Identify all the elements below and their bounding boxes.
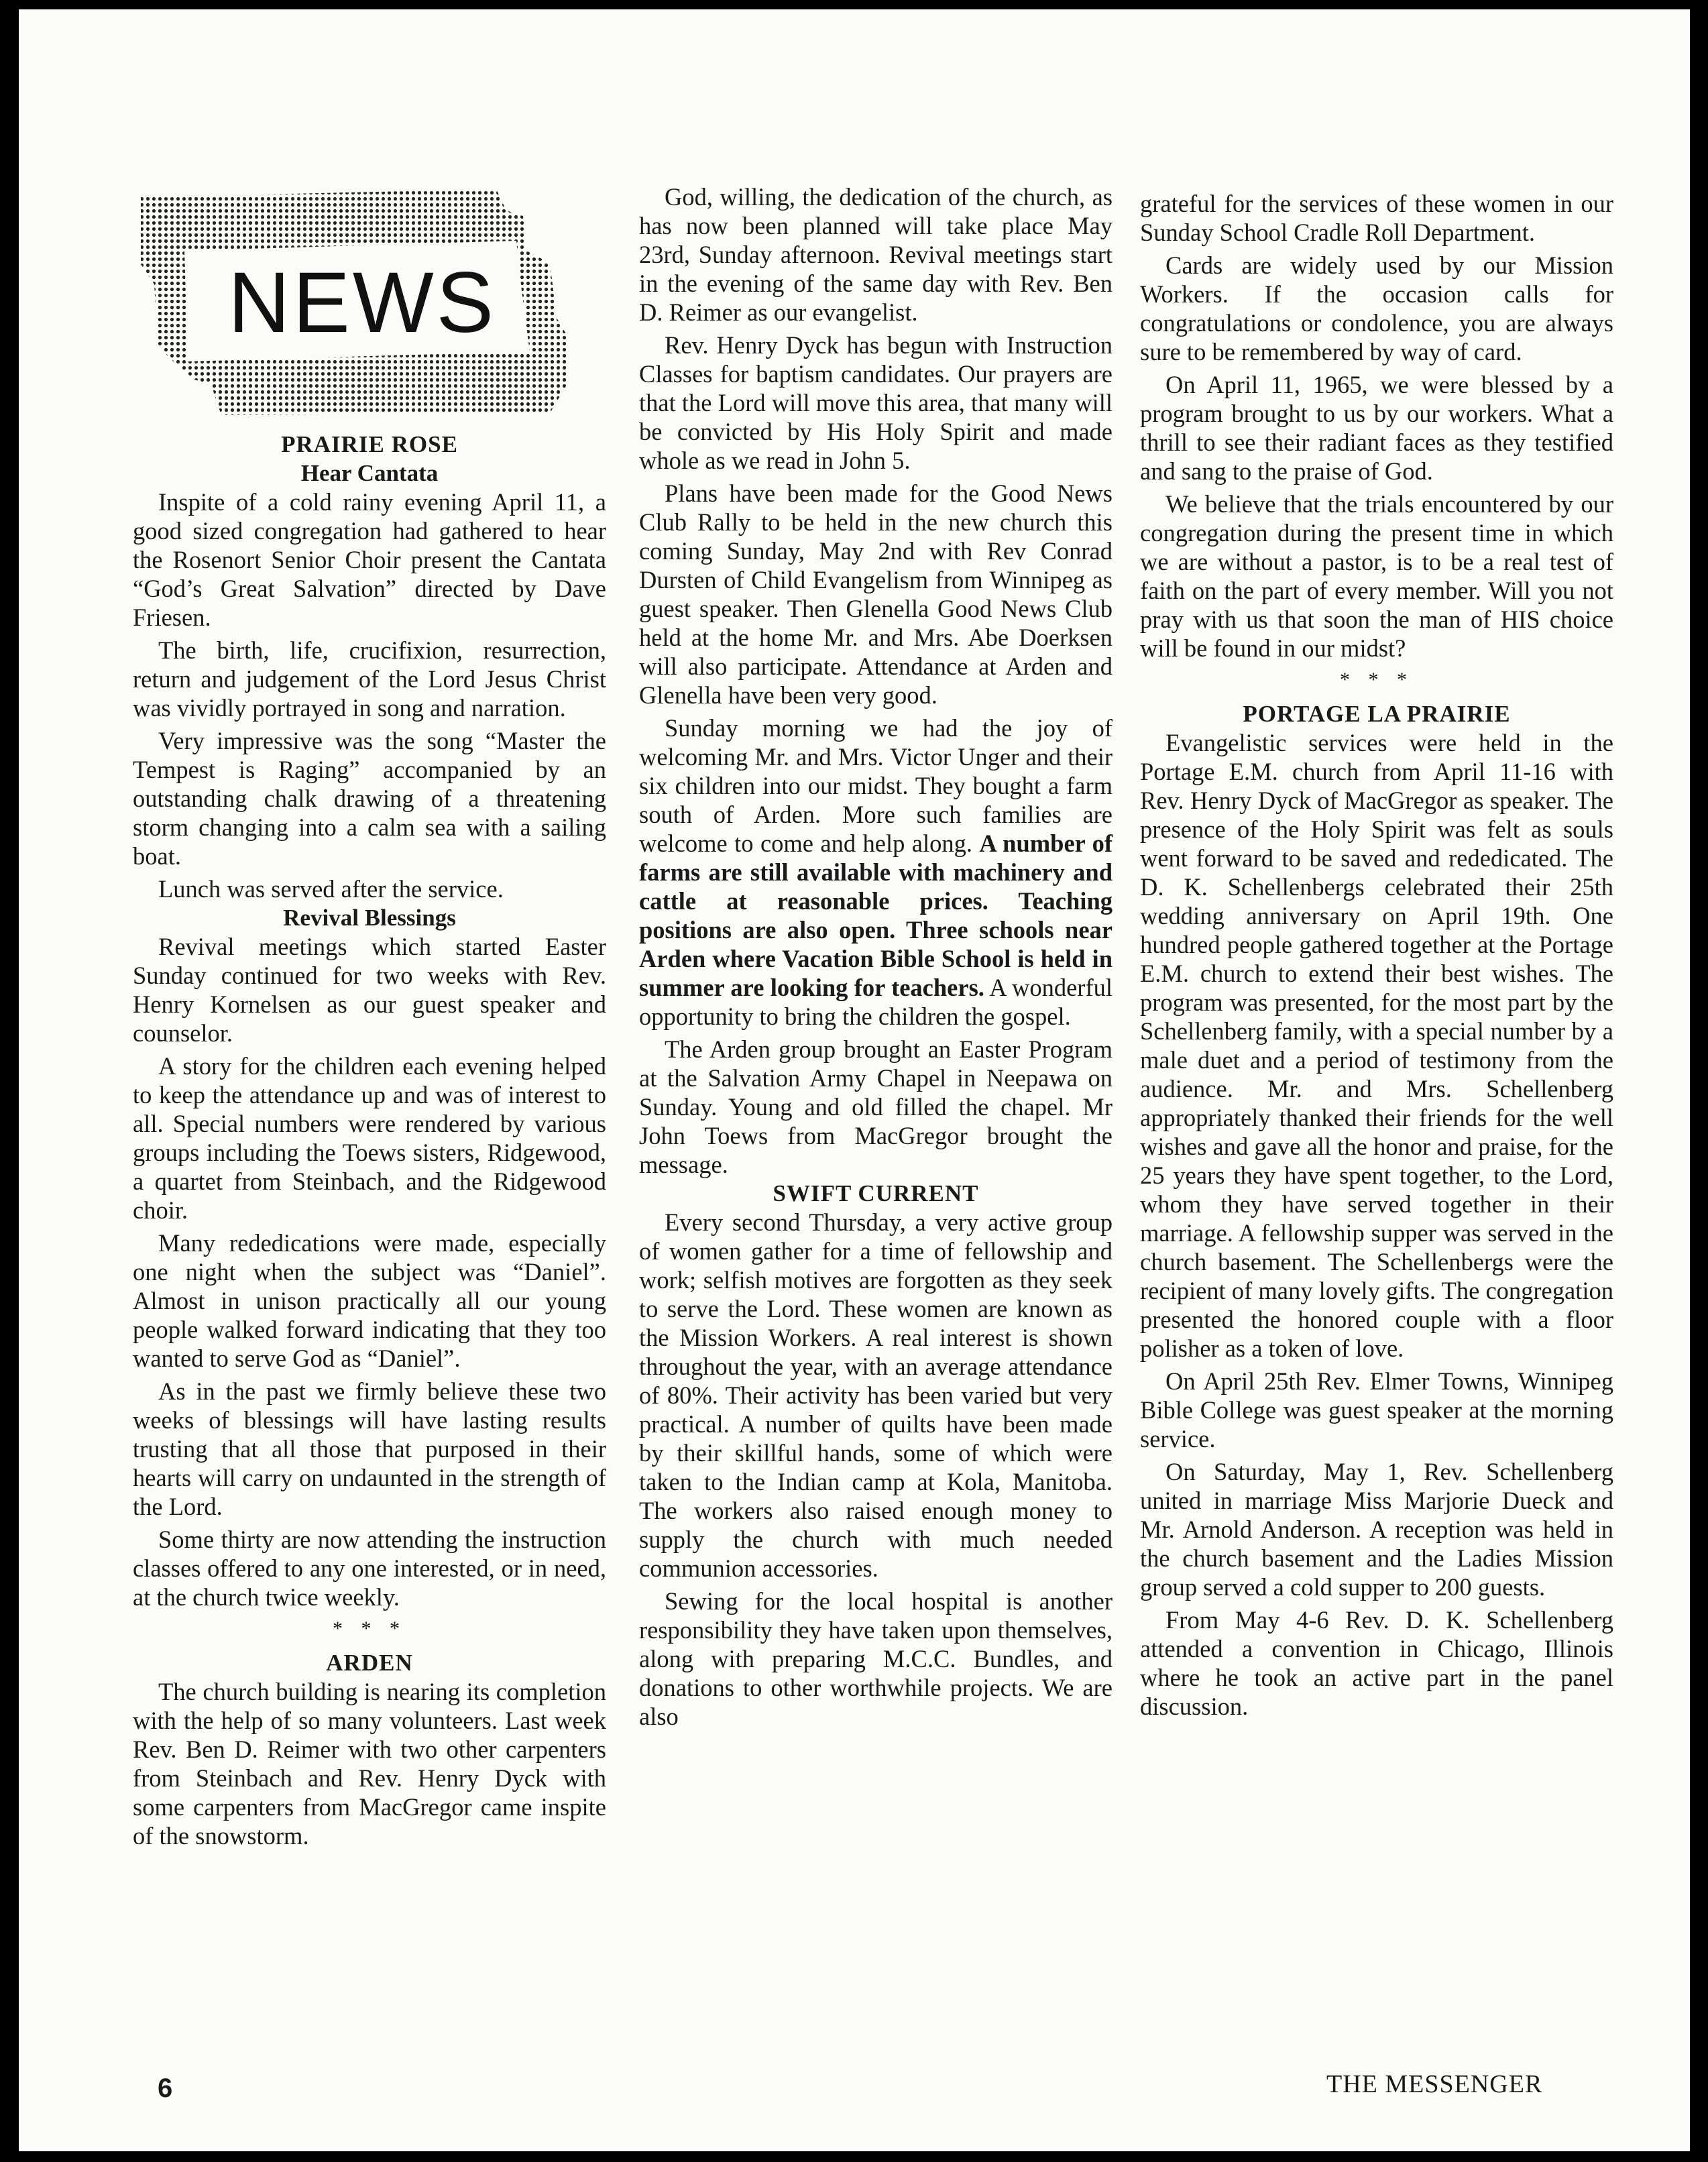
news-title: NEWS xyxy=(228,255,496,351)
paragraph: Plans have been made for the Good News Club Rally to be held in the new church this coming Sunday, May 2nd with Rev Conrad Dursten of Child Evangelism from Winnipeg as guest speaker. Then Glenella Good News Club held at the home Mr. and Mrs. Abe Doerksen will also participate. Attendance at Arden and Glenella have been very good. xyxy=(639,479,1113,709)
paragraph: Some thirty are now attending the instruction classes offered to any one interested, or in need, at the church twice weekly. xyxy=(133,1526,606,1611)
paragraph: We believe that the trials encountered by our congregation during the present time in which we are without a pastor, is to be a real test of faith on the part of every member. Will you not pray with us that soon the man of HIS choice will be found in our midst? xyxy=(1140,490,1613,662)
column-2 xyxy=(639,182,1113,1731)
column-1 xyxy=(133,9,606,1850)
text-run: A wonderful opportunity to bring the children the gospel. xyxy=(639,974,1113,1030)
paragraph-with-bold-notice xyxy=(639,714,1113,1031)
paragraph: Cards are widely used by our Mission Workers. If the occasion calls for congratulations or condolence, you are always sure to be remembered by way of card. xyxy=(1140,251,1613,365)
column-3 xyxy=(1140,189,1613,1721)
text-run: Sunday morning we had the joy of welcoming Mr. and Mrs. Victor Unger and their six children into our midst. They bought a farm south of Arden. More such families are welcome to come and help along. xyxy=(639,714,1113,857)
subheading-revival-blessings: Revival Blessings xyxy=(283,905,456,931)
paragraph: The birth, life, crucifixion, resurrection, return and judgement of the Lord Jesus Christ was vividly portrayed in song and narration. xyxy=(133,636,606,722)
paragraph: On April 11, 1965, we were blessed by a program brought to us by our workers. What a thrill to see their radiant faces as they testified and sang to the praise of God. xyxy=(1140,371,1613,485)
section-heading-arden: ARDEN xyxy=(326,1650,413,1676)
paragraph: Every second Thursday, a very active group of women gather for a time of fellowship and work; selfish motives are forgotten as they seek to serve the Lord. These women are known as the Mission Workers. A real interest is shown throughout the year, with an average attendance of 80%. Their activity has been varied but very practical. A number of quilts have been made by their skillful hands, some of which were taken to the Indian camp at Kola, Manitoba. The workers also raised enough money to supply the church with much needed communion accessories. xyxy=(639,1208,1113,1582)
newsletter-page xyxy=(19,9,1690,2151)
paragraph: Sewing for the local hospital is another responsibility they have taken upon themselves, along with preparing M.C.C. Bundles, and donations to other worthwhile projects. We are also xyxy=(639,1587,1113,1730)
paragraph: The Arden group brought an Easter Program at the Salvation Army Chapel in Neepawa on Sunday. Young and old filled the chapel. Mr John Toews from MacGregor brought the message. xyxy=(639,1035,1113,1178)
section-heading-portage: PORTAGE LA PRAIRIE xyxy=(1243,701,1511,727)
section-divider: * * * xyxy=(333,1617,406,1640)
paragraph: From May 4-6 Rev. D. K. Schellenberg attended a convention in Chicago, Illinois where he took an active part in the panel discussion. xyxy=(1140,1606,1613,1720)
paragraph: God, willing, the dedication of the church, as has now been planned will take place May 23rd, Sunday afternoon. Revival meetings start in the evening of the same day with Rev. Ben D. Reimer as our evangelist. xyxy=(639,183,1113,326)
paragraph: On Saturday, May 1, Rev. Schellenberg united in marriage Miss Marjorie Dueck and Mr. Arnold Anderson. A reception was held in the church basement and the Ladies Mission group served a cold supper to 200 guests. xyxy=(1140,1458,1613,1601)
paragraph: The church building is nearing its completion with the help of so many volunteers. Last week Rev. Ben D. Reimer with two other carpenters from Steinbach and Rev. Henry Dyck with some carpenters from MacGregor came inspite of the snowstorm. xyxy=(133,1678,606,1850)
news-masthead xyxy=(121,184,617,422)
page-number: 6 xyxy=(158,2073,173,2103)
paragraph: Revival meetings which started Easter Sunday continued for two weeks with Rev. Henry Kornelsen as our guest speaker and counselor. xyxy=(133,933,606,1047)
section-heading-swift-current: SWIFT CURRENT xyxy=(773,1180,979,1206)
section-divider: * * * xyxy=(1340,669,1414,691)
section-heading-prairie-rose: PRAIRIE ROSE xyxy=(281,431,458,457)
paragraph: On April 25th Rev. Elmer Towns, Winnipeg Bible College was guest speaker at the morning service. xyxy=(1140,1367,1613,1453)
paragraph: Lunch was served after the service. xyxy=(158,875,504,903)
paragraph: Rev. Henry Dyck has begun with Instruction Classes for baptism candidates. Our prayers are that the Lord will move this area, that many will be convicted by His Holy Spirit and made whole as we read in John 5. xyxy=(639,331,1113,474)
paragraph: grateful for the services of these women in our Sunday School Cradle Roll Department. xyxy=(1140,190,1613,246)
paragraph: Evangelistic services were held in the Portage E.M. church from April 11-16 with Rev. Henry Dyck of MacGregor as speaker. The presence of the Holy Spirit was felt as souls went forward to be saved and rededicated. The D. K. Schellenbergs celebrated their 25th wedding anniversary on April 19th. One hundred people gathered together at the Portage E.M. church to extend their best wishes. The program was presented, for the most part by the Schellenberg family, with a special number by a male duet and a period of testimony from the audience. Mr. and Mrs. Schellenberg appropriately thanked their friends for the well wishes and gave all the honor and praise, for the 25 years they have spent together, to the Lord, whom they have served together in their marriage. A fellowship supper was served in the church basement. The Schellenbergs were the recipient of many lovely gifts. The congregation presented the honored couple with a floor polisher as a token of love. xyxy=(1140,729,1613,1362)
paragraph: Many rededications were made, especially one night when the subject was “Daniel”. Almost in unison practically all our young people walked forward indicating that they too wanted to serve God as “Daniel”. xyxy=(133,1229,606,1372)
paragraph: Very impressive was the song “Master the Tempest is Raging” accompanied by an outstanding chalk drawing of a threatening storm changing into a calm sea with a sailing boat. xyxy=(133,727,606,870)
bold-notice: A number of farms are still available with machinery and cattle at reasonable prices. Teaching positions are also open. Three schools near Arden where Vacation Bible School is held in summer are looking for teachers. xyxy=(639,830,1113,1001)
paragraph: A story for the children each evening helped to keep the attendance up and was of interest to all. Special numbers were rendered by various groups including the Toews sisters, Ridgewood, a quartet from Steinbach, and the Ridgewood choir. xyxy=(133,1052,606,1224)
subheading-hear-cantata: Hear Cantata xyxy=(300,460,439,486)
magazine-name: THE MESSENGER xyxy=(1326,2070,1543,2098)
paragraph: As in the past we firmly believe these two weeks of blessings will have lasting results trusting that all those that purposed in their hearts will carry on undaunted in the strength of the Lord. xyxy=(133,1377,606,1520)
paragraph: Inspite of a cold rainy evening April 11, a good sized congregation had gathered to hear the Rosenort Senior Choir present the Cantata “God’s Great Salvation” directed by Dave Friesen. xyxy=(133,488,606,631)
